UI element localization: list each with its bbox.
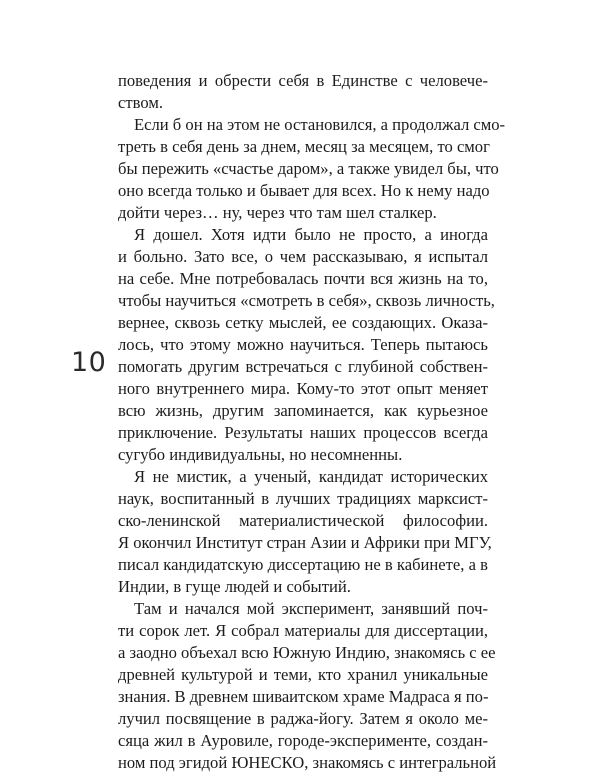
body-text — [118, 70, 506, 774]
text-line: оно всегда только и бывает для всех. Но к нему надо — [118, 181, 490, 200]
text-line: Там и начался мой эксперимент, занявший поч- — [134, 599, 488, 618]
text-line: лось, что этому можно научиться. Теперь пытаюсь — [118, 335, 488, 354]
text-line: сугубо индивидуальны, но несомненны. — [118, 445, 403, 464]
text-line: приключение. Результаты наших процессов всегда — [118, 423, 488, 442]
text-line: Если б он на этом не остановился, а продолжал смо- — [134, 115, 506, 134]
text-line: ско-ленинской материалистической философии. — [118, 511, 488, 530]
text-line: ством. — [118, 93, 163, 112]
text-line: Индии, в гуще людей и событий. — [118, 577, 351, 596]
text-line: Я окончил Институт стран Азии и Африки при МГУ, — [118, 533, 492, 552]
text-line: древней культурой и теми, кто хранил уникальные — [118, 665, 488, 684]
text-line: наук, воспитанный в лучших традициях марксист- — [118, 489, 488, 508]
paragraph — [118, 466, 492, 598]
paragraph — [118, 114, 506, 224]
text-line: бы пережить «счастье даром», а также увидел бы, что — [118, 159, 499, 178]
text-line: чтобы научиться «смотреть в себя», сквозь личность, — [118, 291, 495, 310]
paragraph — [118, 70, 488, 114]
text-line: писал кандидатскую диссертацию не в кабинете, а в — [118, 555, 488, 574]
text-line: ного внутреннего мира. Кому-то этот опыт меняет — [118, 379, 488, 398]
text-line: и больно. Зато все, о чем рассказываю, я испытал — [118, 247, 488, 266]
text-line: вернее, сквозь сетку мыслей, ее создающих. Оказа- — [118, 313, 488, 332]
text-line: ном под эгидой ЮНЕСКО, знакомясь с интегральной — [118, 753, 497, 772]
text-line: Я не мистик, а ученый, кандидат исторических — [134, 467, 488, 486]
text-line: а заодно объехал всю Южную Индию, знакомясь с ее — [118, 643, 496, 662]
text-line: Я дошел. Хотя идти было не просто, а иногда — [134, 225, 488, 244]
paragraph — [118, 598, 497, 774]
text-line: помогать другим встречаться с глубиной собствен- — [118, 357, 488, 376]
text-line: сяца жил в Ауровиле, городе-эксперименте, создан- — [118, 731, 488, 750]
text-line: треть в себя день за днем, месяц за месяцем, то смог — [118, 137, 490, 156]
text-line: дойти через… ну, через что там шел сталкер. — [118, 203, 437, 222]
text-line: лучил посвящение в раджа-йогу. Затем я около ме- — [118, 709, 488, 728]
paragraph — [118, 224, 495, 466]
text-line: на себе. Мне потребовалась почти вся жизнь на то, — [118, 269, 488, 288]
page-number: 10 — [71, 347, 107, 378]
text-line: всю жизнь, другим запоминается, как курьезное — [118, 401, 488, 420]
text-line: поведения и обрести себя в Единстве с человече- — [118, 71, 488, 90]
text-line: ти сорок лет. Я собрал материалы для диссертации, — [118, 621, 488, 640]
text-line: знания. В древнем шиваитском храме Мадраса я по- — [118, 687, 489, 706]
